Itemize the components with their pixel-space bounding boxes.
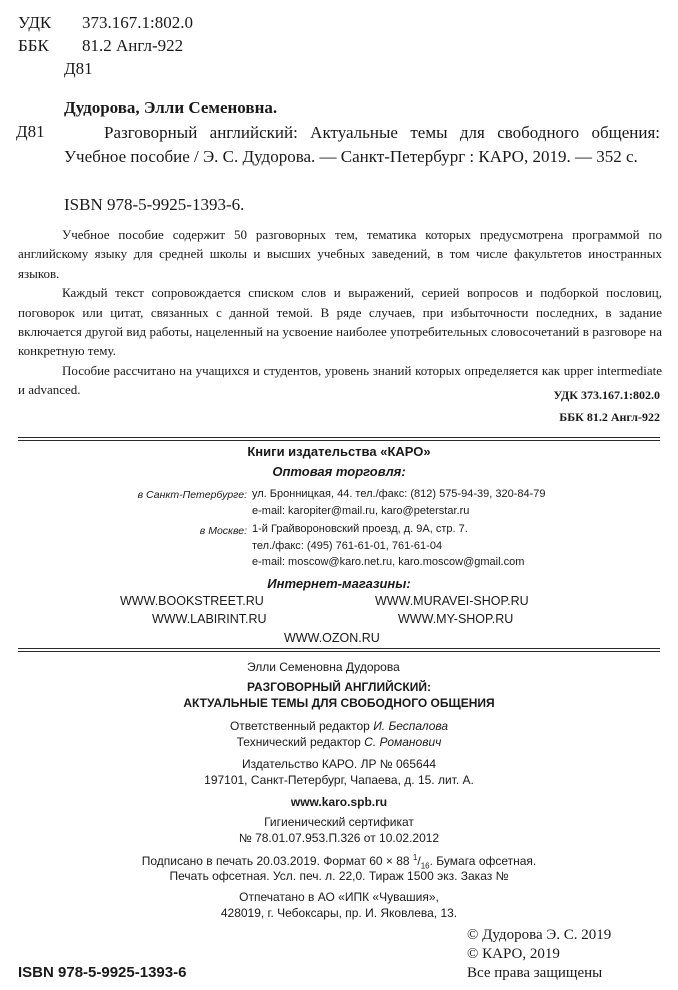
shop-link: WWW.OZON.RU [284, 631, 380, 645]
udk-value: 373.167.1:802.0 [82, 13, 193, 32]
printed-at: Отпечатано в АО «ИПК «Чувашия», [239, 890, 439, 904]
city-label-spb: в Санкт-Петербурге: [137, 489, 247, 501]
printer-address: 428019, г. Чебоксары, пр. И. Яковлева, 13. [220, 906, 458, 920]
annotation-paragraph: Учебное пособие содержит 50 разговорных тем, тематика которых предусмотрена программой по английскому языку для средней школы и высших учебных заведений, в том числе факультетов иностранных языков. [18, 227, 662, 281]
publisher-box-title: Книги издательства «КАРО» [247, 444, 431, 459]
editor-name: И. Беспалова [373, 719, 449, 733]
isbn-record: ISBN 978-5-9925-1393-6. [64, 195, 245, 214]
print-signed-line: Подписано в печать 20.03.2019. Формат 60 × 88 $^1/_{16}$. Бумага офсетная. [141, 853, 537, 871]
copyright-publisher: © КАРО, 2019 [467, 946, 560, 962]
responsible-editor [0, 719, 678, 733]
udk-label: УДК [18, 13, 52, 32]
signed-prefix: Подписано в печать 20.03.2019. Формат 60 × 88 [141, 854, 410, 868]
udk-right: УДК 373.167.1:802.0 [553, 388, 660, 402]
bibliographic-description: Разговорный английский: Актуальные темы для свободного общения: Учебное пособие / Э. С. Дудорова. — Санкт-Петербург : КАРО, 2019. — 352 с. [64, 123, 660, 166]
imprint-title-line-1: РАЗГОВОРНЫЙ АНГЛИЙСКИЙ: [247, 680, 431, 694]
imprint-title-line-2: АКТУАЛЬНЫЕ ТЕМЫ ДЛЯ СВОБОДНОГО ОБЩЕНИЯ [183, 696, 495, 710]
spb-address: ул. Бронницкая, 44. тел./факс: (812) 575-94-39, 320-84-79 [252, 488, 546, 500]
format-numerator: 1 [412, 853, 418, 862]
shop-link: WWW.MURAVEI-SHOP.RU [375, 594, 529, 608]
author-heading: Дудорова, Элли Семеновна. [64, 98, 278, 117]
hygiene-certificate-label: Гигиенический сертификат [264, 815, 414, 829]
technical-editor [0, 735, 678, 749]
shop-link: WWW.MY-SHOP.RU [398, 612, 514, 626]
moscow-phone: тел./факс: (495) 761-61-01, 761-61-04 [252, 540, 443, 552]
rights-reserved: Все права защищены [467, 965, 603, 981]
format-denominator: 16 [420, 861, 430, 871]
moscow-address: 1-й Грайвороновский проезд, д. 9А, стр. 7. [252, 523, 468, 535]
online-shops-heading: Интернет-магазины: [267, 576, 411, 591]
bbk-label: ББК [18, 36, 49, 55]
editor-label: Ответственный редактор [229, 719, 370, 733]
publisher-license: Издательство КАРО. ЛР № 065644 [241, 757, 437, 771]
copyright-author: © Дудорова Э. С. 2019 [467, 927, 612, 943]
signed-suffix: . Бумага офсетная. [429, 854, 537, 868]
print-details: Печать офсетная. Усл. печ. л. 22,0. Тираж 1500 экз. Заказ № [169, 869, 509, 883]
isbn-bottom: ISBN 978-5-9925-1393-6 [18, 964, 187, 981]
wholesale-heading: Оптовая торговля: [272, 464, 406, 479]
publisher-website: www.karo.spb.ru [290, 795, 388, 809]
publisher-address: 197101, Санкт-Петербург, Чапаева, д. 15. лит. А. [204, 773, 474, 787]
annotation-paragraph: Пособие рассчитано на учащихся и студентов, уровень знаний которых определяется как upper intermediate и advanced. [18, 362, 662, 398]
imprint-author: Элли Семеновна Дудорова [247, 660, 400, 674]
divider-line [18, 440, 660, 441]
city-label-moscow: в Москве: [199, 525, 247, 537]
tech-editor-name: С. Романович [364, 735, 442, 749]
annotation-paragraph: Каждый текст сопровождается списком слов и выражений, серией вопросов и подборкой пословиц, поговорок или цитат, связанных с данной темой. В ряде случаев, при избыточности последних, в задание включается другой вид работы, нацеленный на усвоение наиболее употребительных словосочетаний в разговоре на конкретную тему. [18, 285, 662, 359]
bbk-value: 81.2 Англ-922 [82, 36, 184, 55]
shop-link: WWW.LABIRINT.RU [152, 612, 267, 626]
spb-email: e-mail: karopiter@mail.ru, karo@peterstar.ru [252, 505, 470, 517]
annotation [18, 225, 662, 400]
cutter-code: Д81 [64, 59, 93, 78]
divider-line [18, 648, 660, 649]
bbk-right: ББК 81.2 Англ-922 [559, 410, 660, 424]
divider-line [18, 437, 660, 438]
moscow-email: e-mail: moscow@karo.net.ru, karo.moscow@gmail.com [252, 556, 525, 568]
divider-line [18, 651, 660, 652]
cutter-code-left: Д81 [16, 122, 45, 141]
tech-editor-label: Технический редактор [236, 735, 361, 749]
hygiene-certificate-number: № 78.01.07.953.П.326 от 10.02.2012 [238, 831, 440, 845]
shop-link: WWW.BOOKSTREET.RU [120, 594, 264, 608]
